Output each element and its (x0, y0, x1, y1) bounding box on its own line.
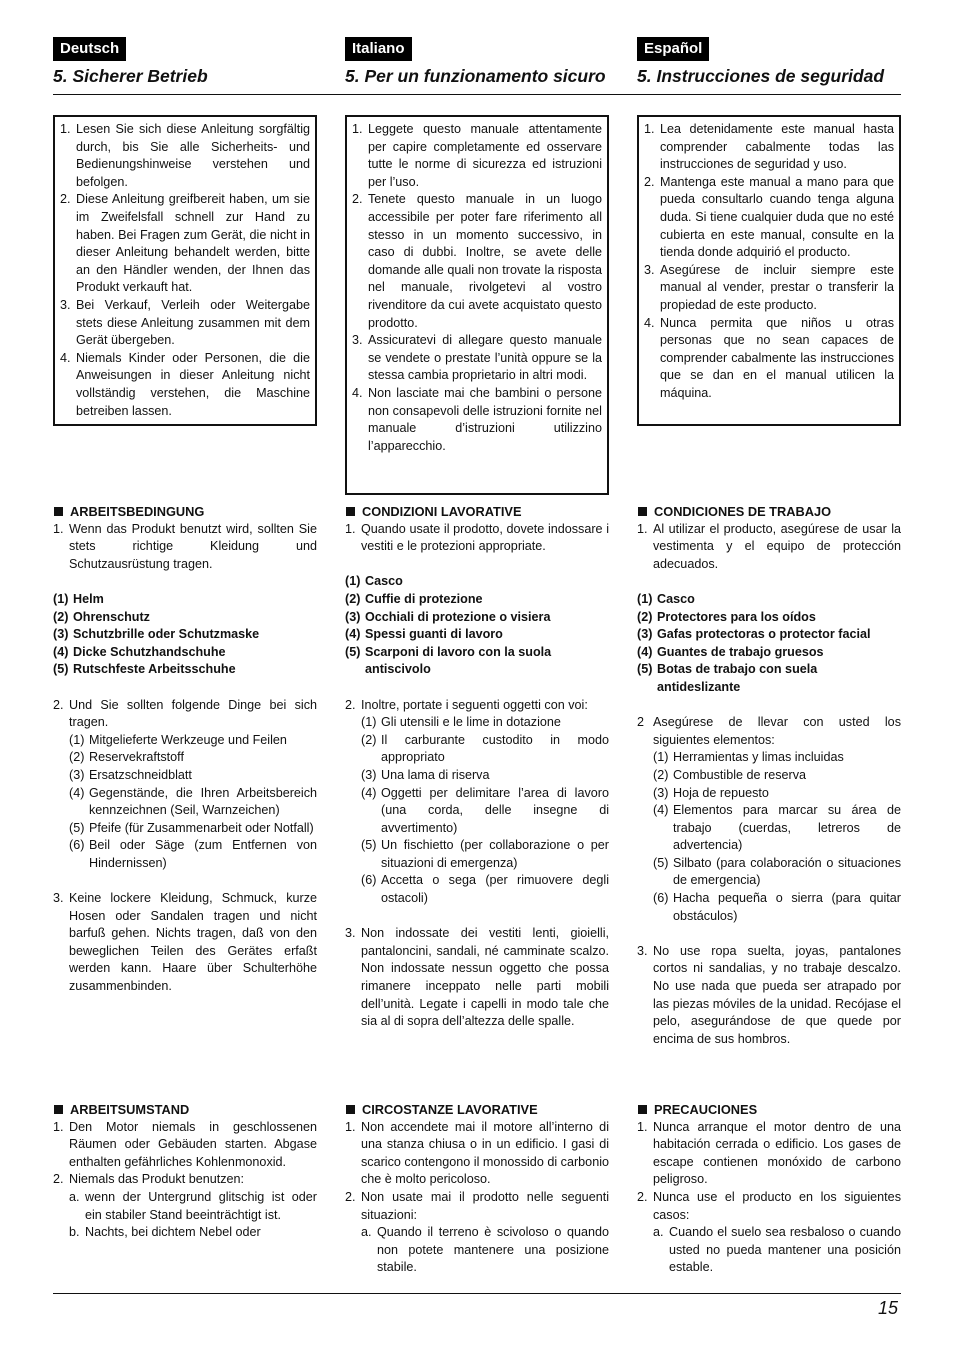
env-item-1 (53, 1119, 317, 1172)
equipment-item (53, 591, 317, 609)
equipment-item (345, 644, 609, 679)
work-item-2 (53, 697, 317, 732)
equipment-item-text: Protectores para los oídos (657, 609, 816, 624)
env-item-2-text: Niemals das Produkt benutzen: (69, 1172, 245, 1187)
equipment-item-number: (4) (345, 627, 361, 642)
equipment-item (637, 591, 901, 609)
work-item-2 (345, 697, 609, 715)
work-item-3-number: 3. (637, 943, 648, 958)
spacer (345, 556, 609, 574)
carry-item-number: (2) (69, 750, 85, 765)
work-item-2-text: Inoltre, portate i seguenti oggetti con voi: (361, 697, 588, 712)
notice-item-text: Nunca permita que niños u otras personas que no sean capaces de comprender cabalmente las instrucciones que se dan en el manual utilicen la máquina. (660, 315, 894, 400)
carry-item (637, 802, 901, 855)
section-title: 5. Per un funzionamento sicuro (345, 66, 606, 86)
carry-item (53, 767, 317, 785)
equipment-item (53, 644, 317, 662)
carry-item-text: Hacha pequeña o sierra (para quitar obstáculos) (673, 891, 901, 923)
equipment-item-number: (2) (53, 609, 69, 624)
work-item-3 (345, 925, 609, 1031)
equipment-item (345, 591, 609, 609)
notice-item-text: Lesen Sie sich diese Anleitung sorgfältig durch, bis Sie alle Sicherheits- und Bedienungshinweise verstehen und befolgen. (76, 122, 310, 189)
carry-item-text: Ersatzschneidblatt (89, 767, 192, 782)
carry-item (53, 820, 317, 838)
spacer (637, 573, 901, 591)
notice-item (60, 121, 310, 191)
spacer (53, 573, 317, 591)
work-item-2-number: 2. (53, 697, 64, 712)
equipment-item-number: (4) (637, 644, 653, 659)
equipment-item-text: Helm (73, 591, 104, 606)
notice-item (60, 297, 310, 350)
notice-item-text: Bei Verkauf, Verleih oder Weitergabe stets diese Anleitung zusammen mit dem Gerät übergeben. (76, 297, 310, 348)
equipment-item-text: Casco (365, 574, 403, 589)
language-tab: Deutsch (53, 37, 126, 61)
section-title: 5. Instrucciones de seguridad (637, 66, 885, 86)
notice-item (60, 350, 310, 420)
equipment-item (53, 609, 317, 627)
spacer (53, 679, 317, 697)
equipment-item-text: Spessi guanti di lavoro (365, 627, 503, 642)
env-sub-item-number: a. (361, 1225, 372, 1240)
notice-list (352, 121, 602, 455)
work-item-3-text: Keine lockere Kleidung, Schmuck, kurze Hosen oder Sandalen tragen und nicht barfuß gehen. Nichts tragen, daß von den beweglichen Teilen des Gerätes erfaßt werden kann. Haare über Schulterhöhe zusammenbinden. (69, 891, 317, 994)
work-item-3-text: Non indossate dei vestiti lenti, gioielli, pantaloncini, sandali, né camminate scalzo. Non indossate nessun oggetto che possa rimanere inceppato nelle parti mobili dell’unità. Legate i capelli in modo tale che sia al di sopra dell’altezza delle spalle. (361, 926, 609, 1029)
notice-item-text: Non lasciate mai che bambini o persone non consapevoli delle istruzioni fornite nel manuale d’istruzioni utilizzino l’apparecchio. (368, 385, 602, 453)
section-title: 5. Sicherer Betrieb (53, 66, 208, 86)
equipment-item (53, 661, 317, 679)
env-item-1-text: Den Motor niemals in geschlossenen Räumen oder Gebäuden starten. Abgase enthalten gefährliches Kohlenmonoxid. (69, 1119, 317, 1169)
notice-item (644, 315, 894, 403)
equipment-item-number: (5) (345, 644, 361, 659)
env-sub-item-text: Nachts, bei dichtem Nebel oder (85, 1225, 261, 1240)
carry-item-text: Combustible de reserva (673, 767, 806, 782)
working-conditions (637, 503, 901, 1048)
env-sub-item-text: Cuando el suelo sea resbaloso o cuando usted no pueda mantener una posición estable. (669, 1225, 901, 1275)
env-item-1-text: Non accendete mai il motore all’interno di una stanza chiusa o in un edificio. I gasi di scarico contengono il monossido di carbonio che è molto pericoloso. (361, 1119, 609, 1187)
env-item-2 (637, 1189, 901, 1224)
notice-item (644, 121, 894, 174)
work-item-1 (637, 521, 901, 574)
equipment-item-number: (4) (53, 644, 69, 659)
equipment-item-text: Casco (657, 591, 695, 606)
work-item-1-text: Al utilizar el producto, asegúrese de usar la vestimenta y el equipo de protección adecuados. (653, 521, 901, 571)
env-sub-item (53, 1189, 317, 1224)
working-environment-heading (345, 1101, 609, 1119)
carry-item-text: Hoja de repuesto (673, 785, 769, 800)
equipment-item-number: (2) (345, 591, 361, 606)
work-item-1-text: Quando usate il prodotto, dovete indossare i vestiti e le protezioni appropriate. (361, 521, 609, 554)
carry-item-number: (3) (361, 767, 377, 782)
equipment-item (637, 644, 901, 662)
spacer (53, 872, 317, 890)
carry-item-text: Una lama di riserva (381, 767, 490, 782)
bullet-square-icon (54, 1105, 63, 1114)
working-environment-heading-text: CIRCOSTANZE LAVORATIVE (362, 1102, 538, 1117)
notice-item-number: 2. (60, 192, 71, 207)
notice-item (644, 262, 894, 315)
notice-item (60, 191, 310, 297)
notice-item-number: 2. (352, 192, 363, 207)
work-item-2-number: 2. (345, 697, 356, 712)
env-item-1 (345, 1119, 609, 1189)
carry-item-text: Gli utensili e le lime in dotazione (381, 715, 561, 730)
equipment-item-number: (3) (345, 609, 361, 624)
carry-item-number: (4) (69, 785, 85, 800)
work-item-3-number: 3. (345, 926, 356, 941)
env-item-2-number: 2. (345, 1189, 356, 1204)
working-environment-heading-text: ARBEITSUMSTAND (70, 1102, 190, 1117)
equipment-item-number: (2) (637, 609, 653, 624)
carry-item-number: (6) (653, 891, 669, 906)
page-number: 15 (877, 1298, 898, 1318)
equipment-item-text: Occhiali di protezione o visiera (365, 609, 551, 624)
carry-item-number: (1) (653, 750, 669, 765)
working-environment-heading (637, 1101, 901, 1119)
env-sub-item (53, 1224, 317, 1242)
equipment-item (345, 626, 609, 644)
notice-item (352, 385, 602, 455)
equipment-item-text: Guantes de trabajo gruesos (657, 644, 824, 659)
bullet-square-icon (346, 1105, 355, 1114)
env-item-2-text: Nunca use el producto en los siguientes casos: (653, 1189, 901, 1222)
notice-box (53, 115, 317, 426)
carry-item (637, 855, 901, 890)
work-item-1-number: 1. (345, 521, 356, 536)
working-conditions-heading-text: CONDIZIONI LAVORATIVE (362, 504, 522, 519)
equipment-item-text: Schutzbrille oder Schutzmaske (73, 627, 260, 642)
carry-item-text: Il carburante custodito in modo appropriato (381, 732, 609, 765)
notice-box (345, 115, 609, 495)
notice-item-number: 1. (352, 122, 363, 136)
carry-item (345, 837, 609, 872)
spacer (637, 697, 901, 715)
equipment-item-text: Gafas protectoras o protector facial (657, 627, 871, 642)
env-item-2 (53, 1171, 317, 1189)
env-sub-item-number: a. (69, 1189, 80, 1204)
notice-item (644, 174, 894, 262)
carry-item (637, 785, 901, 803)
notice-item-text: Tenete questo manuale in un luogo accessibile per poter fare riferimento all stesso in un momento successivo, in caso di dubbi. Inoltre, se avete delle domande alle quali non trovate la risposta nel manuale, rivolgetevi al vostro rivenditore da cui avete acquistato questo prodotto. (368, 192, 602, 330)
carry-item-text: Beil oder Säge (zum Entfernen von Hindernissen) (89, 838, 317, 870)
carry-item-number: (3) (69, 767, 85, 782)
work-item-1 (53, 521, 317, 574)
carry-item (637, 767, 901, 785)
carry-item-text: Silbato (para colaboración o situaciones de emergencia) (673, 855, 901, 888)
work-item-1-text: Wenn das Produkt benutzt wird, sollten Sie stets richtige Kleidung und Schutzausrüstung tragen. (69, 521, 317, 571)
work-item-3-number: 3. (53, 891, 64, 906)
notice-item-text: Asegúrese de incluir siempre este manual al vender, prestar o transferir la propiedad de este producto. (660, 262, 894, 312)
working-conditions-heading-text: CONDICIONES DE TRABAJO (654, 504, 832, 519)
carry-item-number: (5) (653, 855, 669, 870)
env-item-1-text: Nunca arranque el motor dentro de una habitación cerrada o edificio. Los gases de escape contienen monóxido de carbono peligroso. (653, 1119, 901, 1187)
env-sub-item (637, 1224, 901, 1277)
notice-list (644, 121, 894, 403)
equipment-item-number: (1) (345, 574, 361, 589)
equipment-item-number: (5) (637, 662, 653, 677)
env-item-1-number: 1. (53, 1119, 64, 1134)
env-sub-item-text: Quando il terreno è scivoloso o quando non potete mantenere una posizione stabile. (377, 1225, 609, 1275)
equipment-item-text: Dicke Schutzhandschuhe (73, 644, 226, 659)
working-environment (345, 1101, 609, 1277)
env-item-2-number: 2. (53, 1172, 64, 1187)
equipment-item (345, 609, 609, 627)
carry-item (345, 732, 609, 767)
carry-item-text: Pfeife (für Zusammenarbeit oder Notfall) (89, 820, 314, 835)
working-environment (637, 1101, 901, 1277)
work-item-1 (345, 521, 609, 556)
work-item-3 (637, 943, 901, 1049)
carry-item-text: Elementos para marcar su área de trabajo (cuerdas, letreros de advertencia) (673, 803, 901, 853)
notice-item-number: 3. (60, 297, 71, 312)
notice-item-number: 4. (352, 385, 363, 400)
notice-box (637, 115, 901, 426)
env-sub-item-text: wenn der Untergrund glitschig ist oder ein stabiler Stand beeinträchtigt ist. (85, 1189, 317, 1222)
spacer (345, 908, 609, 926)
carry-item (345, 872, 609, 907)
carry-item-number: (2) (653, 767, 669, 782)
notice-item-number: 2. (644, 174, 655, 189)
working-environment-heading-text: PRECAUCIONES (654, 1102, 758, 1117)
carry-item (53, 749, 317, 767)
equipment-item-number: (5) (53, 662, 69, 677)
work-item-3-text: No use ropa suelta, joyas, pantalones cortos ni sandalias, y no trabaje descalzo. No use nada que pueda ser atrapado por las piezas móviles de la unidad. Recójase el pelo, asegurándose de que quede por encima de sus hombros. (653, 943, 901, 1046)
env-item-1-number: 1. (345, 1119, 356, 1134)
carry-item (637, 749, 901, 767)
carry-item-text: Mitgelieferte Werkzeuge und Feilen (89, 732, 287, 747)
work-item-1-number: 1. (53, 521, 64, 536)
work-item-2-number: 2 (637, 715, 645, 730)
carry-item (53, 732, 317, 750)
env-item-1 (637, 1119, 901, 1189)
carry-item-number: (4) (653, 803, 669, 818)
equipment-item-text: Botas de trabajo con suela antideslizante (657, 662, 818, 694)
carry-item (53, 837, 317, 872)
carry-item (637, 890, 901, 925)
notice-item-text: Lea detenidamente este manual hasta comprender cabalmente todas las instrucciones de seguridad y uso. (660, 122, 894, 172)
working-environment-heading (53, 1101, 317, 1119)
env-item-1-number: 1. (637, 1119, 648, 1134)
equipment-item-text: Scarponi di lavoro con la suola antiscivolo (365, 644, 552, 677)
notice-item-number: 1. (60, 122, 71, 136)
equipment-item (637, 661, 901, 696)
equipment-item (637, 626, 901, 644)
work-item-2-text: Und Sie sollten folgende Dinge bei sich tragen. (69, 697, 317, 730)
carry-item-number: (6) (361, 873, 377, 888)
working-conditions-heading (53, 503, 317, 521)
carry-item-text: Reservekraftstoff (89, 750, 184, 765)
carry-item (345, 767, 609, 785)
carry-item-number: (3) (653, 785, 669, 800)
spacer (345, 679, 609, 697)
env-item-2 (345, 1189, 609, 1224)
equipment-item-text: Ohrenschutz (73, 609, 150, 624)
carry-item-number: (5) (69, 820, 85, 835)
notice-item-text: Leggete questo manuale attentamente per capire completamente ed osservare tutte le norme di sicurezza ed istruzioni per l’uso. (368, 122, 602, 189)
equipment-item-number: (3) (53, 627, 69, 642)
working-conditions-heading (637, 503, 901, 521)
notice-item-text: Diese Anleitung greifbereit haben, um sie im Zweifelsfall schnell zur Hand zu haben. Bei Fragen zum Gerät, die nicht in dieser Anleitung behandelt werden, bitte an den Händler wenden, der Ihnen das Produkt verkauft hat. (76, 192, 310, 295)
equipment-item (637, 609, 901, 627)
notice-item-number: 4. (60, 350, 71, 365)
carry-item-text: Oggetti per delimitare l’area di lavoro (una corda, delle insegne di avvertimento) (381, 785, 609, 835)
equipment-item-number: (3) (637, 627, 653, 642)
work-item-2-text: Asegúrese de llevar con usted los siguientes elementos: (653, 715, 901, 747)
carry-item-text: Accetta o sega (per rimuovere degli ostacoli) (381, 873, 609, 906)
notice-item-number: 3. (644, 262, 655, 277)
working-conditions-heading (345, 503, 609, 521)
env-sub-item-number: b. (69, 1225, 80, 1240)
carry-item-number: (1) (69, 732, 85, 747)
bullet-square-icon (54, 507, 63, 516)
work-item-1-number: 1. (637, 521, 648, 536)
language-tab: Italiano (345, 37, 412, 61)
equipment-item (53, 626, 317, 644)
env-sub-item (345, 1224, 609, 1277)
notice-item-text: Mantenga este manual a mano para que pueda consultarlo cuando tenga alguna duda. Si tiene cualquier duda que no esté cubierta en este manual, consulte en la tienda donde adquirió el producto. (660, 174, 894, 260)
notice-item-text: Niemals Kinder oder Personen, die die Anweisungen in dieser Anleitung nicht vollständig verstehen, die Maschine betreiben lassen. (76, 350, 310, 418)
notice-item-number: 3. (352, 333, 363, 348)
equipment-item-number: (1) (53, 591, 69, 606)
carry-item (53, 785, 317, 820)
carry-item-number: (2) (361, 732, 377, 747)
language-tab: Español (637, 37, 709, 61)
bullet-square-icon (638, 507, 647, 516)
work-item-3 (53, 890, 317, 996)
working-environment (53, 1101, 317, 1242)
carry-item (345, 714, 609, 732)
equipment-item-text: Rutschfeste Arbeitsschuhe (73, 662, 236, 677)
env-item-2-text: Non usate mai il prodotto nelle seguenti situazioni: (361, 1189, 609, 1222)
working-conditions (345, 503, 609, 1031)
notice-item-number: 4. (644, 315, 655, 330)
notice-item-text: Assicuratevi di allegare questo manuale se vendete o prestate l’unità oppure se la stessa cambia proprietario in altri modi. (368, 333, 602, 383)
env-sub-item-number: a. (653, 1225, 664, 1240)
notice-item (352, 121, 602, 191)
working-conditions (53, 503, 317, 996)
spacer (637, 925, 901, 943)
carry-item (345, 785, 609, 838)
notice-item (352, 332, 602, 385)
notice-list (60, 121, 310, 420)
bullet-square-icon (346, 507, 355, 516)
footer-rule (53, 1293, 901, 1294)
working-conditions-heading-text: ARBEITSBEDINGUNG (70, 504, 205, 519)
carry-item-number: (1) (361, 715, 377, 730)
carry-item-text: Un fischietto (per collaborazione o per situazioni di emergenza) (381, 838, 609, 870)
carry-item-number: (4) (361, 785, 377, 800)
bullet-square-icon (638, 1105, 647, 1114)
equipment-item (345, 573, 609, 591)
carry-item-text: Gegenstände, die Ihren Arbeitsbereich kennzeichnen (Seil, Warnzeichen) (89, 785, 317, 818)
work-item-2 (637, 714, 901, 749)
header-rule (53, 94, 901, 95)
equipment-item-text: Cuffie di protezione (365, 591, 483, 606)
carry-item-text: Herramientas y limas incluidas (673, 750, 844, 765)
env-item-2-number: 2. (637, 1189, 648, 1204)
equipment-item-number: (1) (637, 591, 653, 606)
notice-item (352, 191, 602, 332)
carry-item-number: (6) (69, 838, 85, 853)
notice-item-number: 1. (644, 122, 655, 136)
carry-item-number: (5) (361, 838, 377, 853)
